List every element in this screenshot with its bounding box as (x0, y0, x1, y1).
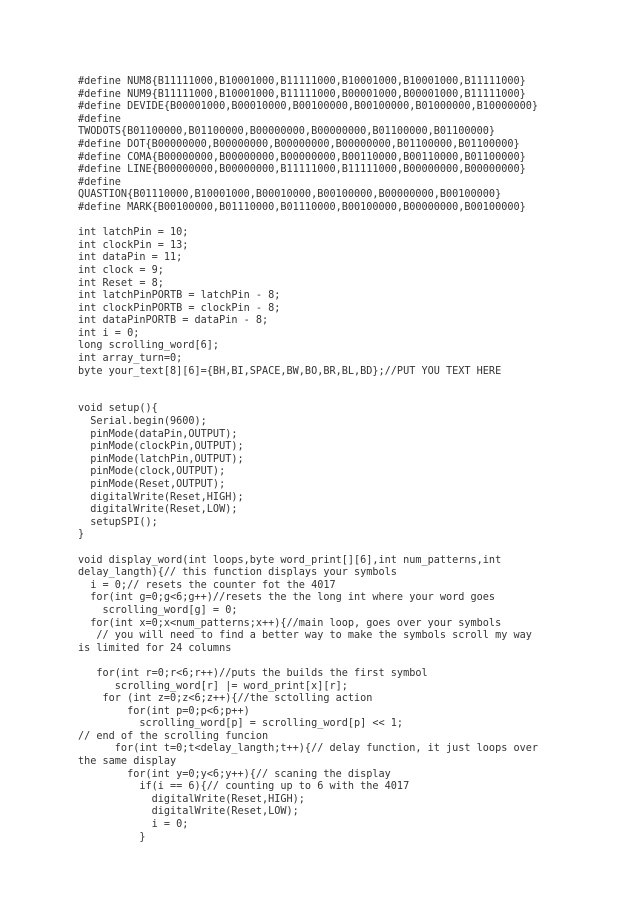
code-line: } (78, 529, 85, 541)
code-line: #define LINE{B00000000,B00000000,B11111000,B11111000,B00000000,B00000000} (78, 164, 526, 176)
code-line: int clock = 9; (78, 264, 164, 276)
code-line: QUASTION{B01110000,B10001000,B00010000,B00100000,B00000000,B00100000} (78, 189, 502, 201)
code-line: for(int x=0;x<num_patterns;x++){//main loop, goes over your symbols (78, 617, 502, 629)
code-line: i = 0;// resets the counter fot the 4017 (78, 579, 336, 591)
code-line: int latchPinPORTB = latchPin - 8; (78, 290, 281, 302)
code-line: for(int t=0;t<delay_langth;t++){// delay function, it just loops over (78, 743, 539, 755)
code-line: for (int z=0;z<6;z++){//the sctolling action (78, 693, 373, 705)
code-line: } (78, 831, 146, 843)
code-line: #define NUM8{B11111000,B10001000,B11111000,B10001000,B10001000,B11111000} (78, 76, 526, 87)
code-line (78, 655, 628, 668)
code-line: void setup(){ (78, 403, 158, 415)
code-line: // end of the scrolling funcion (78, 730, 269, 742)
code-line: setupSPI(); (78, 516, 158, 528)
code-line: digitalWrite(Reset,HIGH); (78, 491, 244, 503)
code-line: for(int r=0;r<6;r++)//puts the builds the first symbol (78, 667, 428, 679)
code-line: int clockPin = 13; (78, 239, 189, 251)
code-line: #define DOT{B00000000,B00000000,B00000000,B00000000,B01100000,B01100000} (78, 138, 520, 150)
code-line: int array_turn=0; (78, 353, 183, 365)
code-line: int dataPinPORTB = dataPin - 8; (78, 315, 269, 327)
code-line: pinMode(clockPin,OUTPUT); (78, 441, 244, 453)
code-line: void display_word(int loops,byte word_print[][6],int num_patterns,int (78, 554, 502, 566)
code-line: is limited for 24 columns (78, 642, 232, 654)
code-line: byte your_text[8][6]={BH,BI,SPACE,BW,BO,BR,BL,BD};//PUT YOU TEXT HERE (78, 365, 502, 377)
code-line: if(i == 6){// counting up to 6 with the 4017 (78, 781, 410, 793)
code-line: for(int p=0;p<6;p++) (78, 705, 250, 717)
code-line: int latchPin = 10; (78, 227, 189, 239)
code-line (78, 215, 628, 228)
code-line: long scrolling_word[6]; (78, 340, 220, 352)
code-line: #define NUM9{B11111000,B10001000,B11111000,B00001000,B00001000,B11111000} (78, 88, 526, 100)
code-line: // you will need to find a better way to make the symbols scroll my way (78, 630, 532, 642)
code-line: int dataPin = 11; (78, 252, 183, 264)
code-line: Serial.begin(9600); (78, 416, 207, 428)
code-line: int clockPinPORTB = clockPin - 8; (78, 302, 281, 314)
code-listing (78, 76, 628, 844)
code-line (78, 542, 628, 555)
code-line: pinMode(clock,OUTPUT); (78, 466, 226, 478)
code-line: #define (78, 176, 121, 188)
code-line: for(int y=0;y<6;y++){// scaning the display (78, 768, 391, 780)
code-line: scrolling_word[p] = scrolling_word[p] << 1; (78, 718, 404, 730)
code-line: int Reset = 8; (78, 277, 164, 289)
code-line (78, 378, 628, 391)
code-line: digitalWrite(Reset,HIGH); (78, 793, 305, 805)
code-line: digitalWrite(Reset,LOW); (78, 504, 238, 516)
code-line: delay_langth){// this function displays your symbols (78, 567, 397, 579)
code-line: i = 0; (78, 819, 189, 831)
code-line: for(int g=0;g<6;g++)//resets the the long int where your word goes (78, 592, 496, 604)
code-line: #define MARK{B00100000,B01110000,B01110000,B00100000,B00000000,B00100000} (78, 201, 526, 213)
code-line: digitalWrite(Reset,LOW); (78, 806, 299, 818)
code-line: #define DEVIDE{B00001000,B00010000,B00100000,B00100000,B01000000,B10000000} (78, 101, 539, 113)
code-line (78, 391, 628, 404)
code-line: pinMode(Reset,OUTPUT); (78, 479, 226, 490)
code-line: int i = 0; (78, 327, 140, 339)
code-line: pinMode(dataPin,OUTPUT); (78, 428, 238, 440)
code-line: #define (78, 113, 121, 125)
code-line: TWODOTS{B01100000,B01100000,B00000000,B00000000,B01100000,B01100000} (78, 126, 496, 138)
code-line: scrolling_word[r] |= word_print[x][r]; (78, 680, 348, 692)
code-line: pinMode(latchPin,OUTPUT); (78, 453, 244, 465)
code-line: the same display (78, 756, 177, 768)
code-line: #define COMA{B00000000,B00000000,B00000000,B00110000,B00110000,B01100000} (78, 151, 526, 163)
code-line: scrolling_word[g] = 0; (78, 604, 238, 616)
